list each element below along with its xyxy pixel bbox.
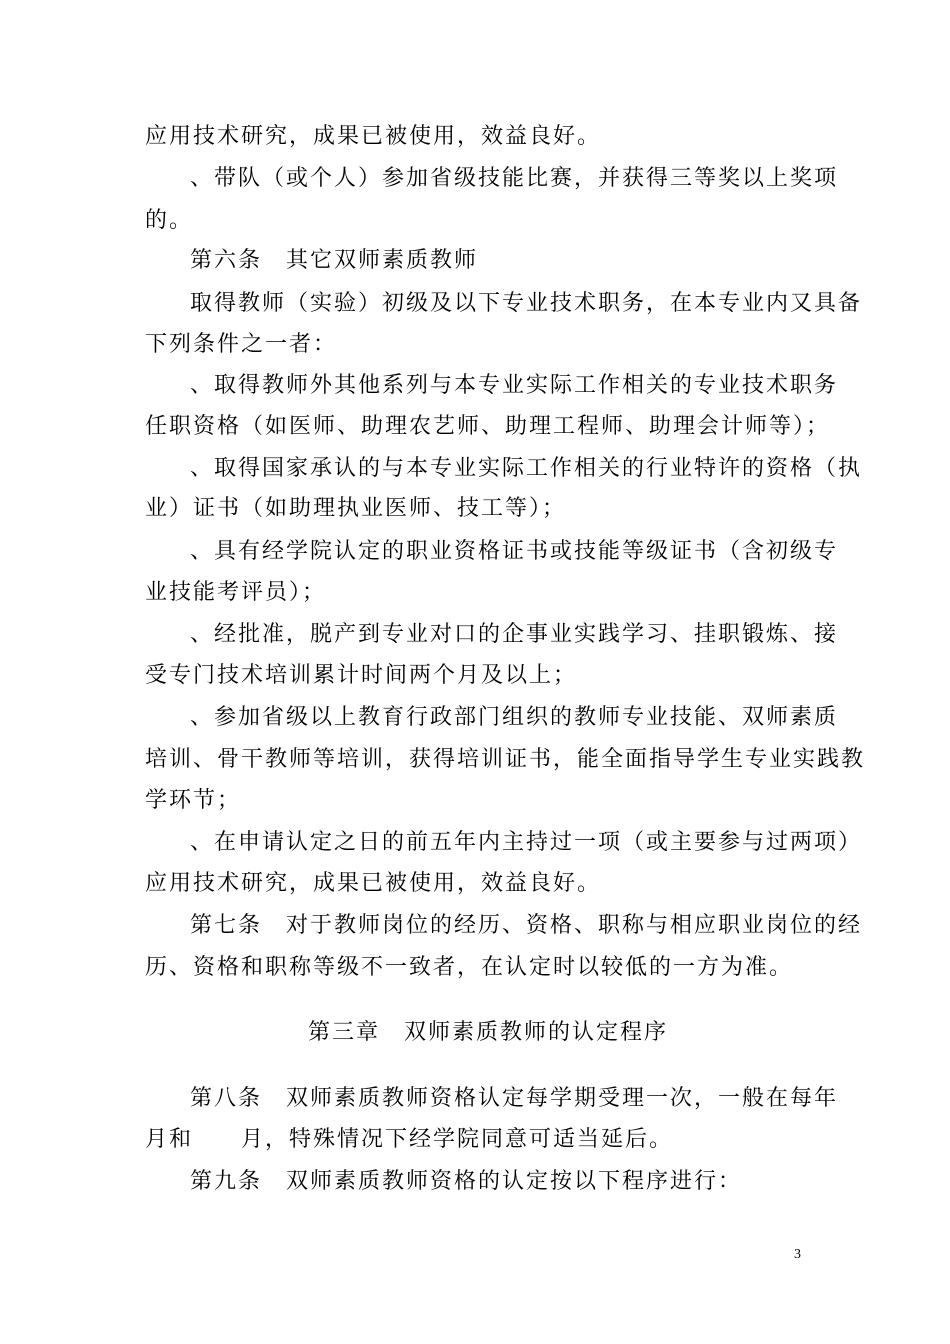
text-line: 学环节；: [145, 788, 242, 813]
article-heading: 第八条 双师素质教师资格认定每学期受理一次，一般在每年: [190, 1086, 839, 1111]
list-item: 、具有经学院认定的职业资格证书或技能等级证书（含初级专: [190, 539, 839, 564]
list-item: 、取得教师外其他系列与本专业实际工作相关的专业技术职务: [190, 373, 839, 398]
text-line: 取得教师（实验）初级及以下专业技术职务，在本专业内又具备: [190, 291, 863, 316]
text-line: 应用技术研究，成果已被使用，效益良好。: [145, 871, 602, 896]
list-item: 、取得国家承认的与本专业实际工作相关的行业特许的资格（执: [190, 456, 863, 481]
chapter-heading: 第三章 双师素质教师的认定程序: [308, 1020, 669, 1045]
text-line: 业技能考评员）；: [145, 580, 327, 605]
text-line: 培训、骨干教师等培训，获得培训证书，能全面指导学生专业实践教: [145, 747, 866, 772]
text-line: 业）证书（如助理执业医师、技工等）；: [145, 496, 567, 521]
text-line: 下列条件之一者：: [145, 332, 338, 357]
article-heading: 第七条 对于教师岗位的经历、资格、职称与相应职业岗位的经: [190, 913, 863, 938]
article-heading: 第九条 双师素质教师资格的认定按以下程序进行：: [190, 1169, 743, 1194]
text-line: 月和 月，特殊情况下经学院同意可适当延后。: [145, 1127, 674, 1152]
text-line: 、带队（或个人）参加省级技能比赛，并获得三等奖以上奖项: [190, 166, 839, 191]
page-number: 3: [794, 1247, 801, 1262]
text-line: 历、资格和职称等级不一致者，在认定时以较低的一方为准。: [145, 955, 794, 980]
list-item: 、参加省级以上教育行政部门组织的教师专业技能、双师素质: [190, 705, 839, 730]
article-heading: 第六条 其它双师素质教师: [190, 248, 479, 273]
text-line: 受专门技术培训累计时间两个月及以上；: [145, 663, 578, 688]
text-line: 应用技术研究，成果已被使用，效益良好。: [145, 124, 602, 149]
text-line: 任职资格（如医师、助理农艺师、助理工程师、助理会计师等）；: [145, 414, 831, 439]
list-item: 、经批准，脱产到专业对口的企事业实践学习、挂职锻炼、接: [190, 622, 839, 647]
text-line: 的。: [145, 208, 194, 233]
list-item: 、在申请认定之日的前五年内主持过一项（或主要参与过两项）: [190, 830, 863, 855]
